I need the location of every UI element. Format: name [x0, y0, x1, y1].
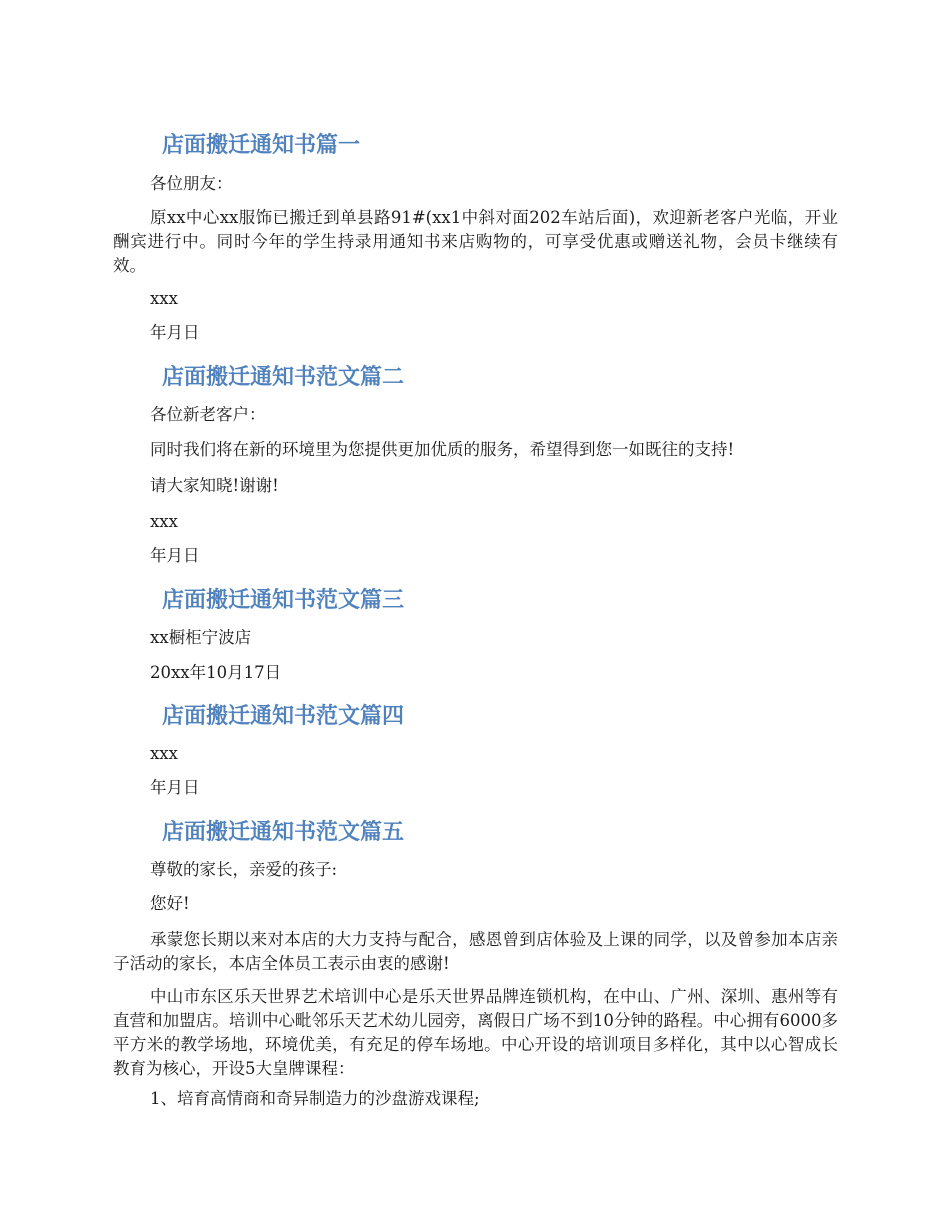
date-1: 年月日 — [150, 323, 200, 342]
signature-4: xxx — [150, 744, 178, 763]
signature-1: xxx — [150, 289, 178, 308]
section-heading-1: 店面搬迁通知书篇一 — [162, 133, 361, 158]
hello-5: 您好! — [150, 894, 190, 913]
list-item-5-1: 1、培育高情商和奇异制造力的沙盘游戏课程; — [150, 1089, 480, 1108]
body-paragraph-1: 原xx中心xx服饰已搬迁到单县路91#(xx1中斜对面202车站后面)，欢迎新老客户光临，开业酬宾进行中。同时今年的学生持录用通知书来店购物的，可享受优惠或赠送礼物，会员卡继续有效。 — [113, 208, 838, 275]
body-paragraph-5b: 中山市东区乐天世界艺术培训中心是乐天世界品牌连锁机构，在中山、广州、深圳、惠州等有直营和加盟店。培训中心毗邻乐天艺术幼儿园旁，离假日广场不到10分钟的路程。中心拥有6000多平方米的教学场地，环境优美，有充足的停车场地。中心开设的培训项目多样化，其中以心智成长教育为核心，开设5大皇牌课程： — [113, 987, 838, 1078]
date-4: 年月日 — [150, 778, 200, 797]
section-heading-5: 店面搬迁通知书范文篇五 — [162, 820, 405, 845]
date-3: 20xx年10月17日 — [150, 663, 282, 682]
signature-3: xx橱柜宁波店 — [150, 628, 252, 647]
section-heading-2: 店面搬迁通知书范文篇二 — [162, 365, 405, 390]
signature-2: xxx — [150, 512, 178, 531]
body-paragraph-5a: 承蒙您长期以来对本店的大力支持与配合，感恩曾到店体验及上课的同学，以及曾参加本店亲子活动的家长，本店全体员工表示由衷的感谢! — [113, 930, 838, 973]
greeting-5: 尊敬的家长，亲爱的孩子: — [150, 860, 338, 879]
body-line-2b: 请大家知晓!谢谢! — [150, 476, 279, 495]
section-heading-4: 店面搬迁通知书范文篇四 — [162, 704, 405, 729]
body-line-2a: 同时我们将在新的环境里为您提供更加优质的服务，希望得到您一如既往的支持! — [150, 440, 735, 459]
greeting-2: 各位新老客户： — [150, 405, 266, 424]
greeting-1: 各位朋友： — [150, 174, 233, 193]
date-2: 年月日 — [150, 546, 200, 565]
section-heading-3: 店面搬迁通知书范文篇三 — [162, 588, 405, 613]
